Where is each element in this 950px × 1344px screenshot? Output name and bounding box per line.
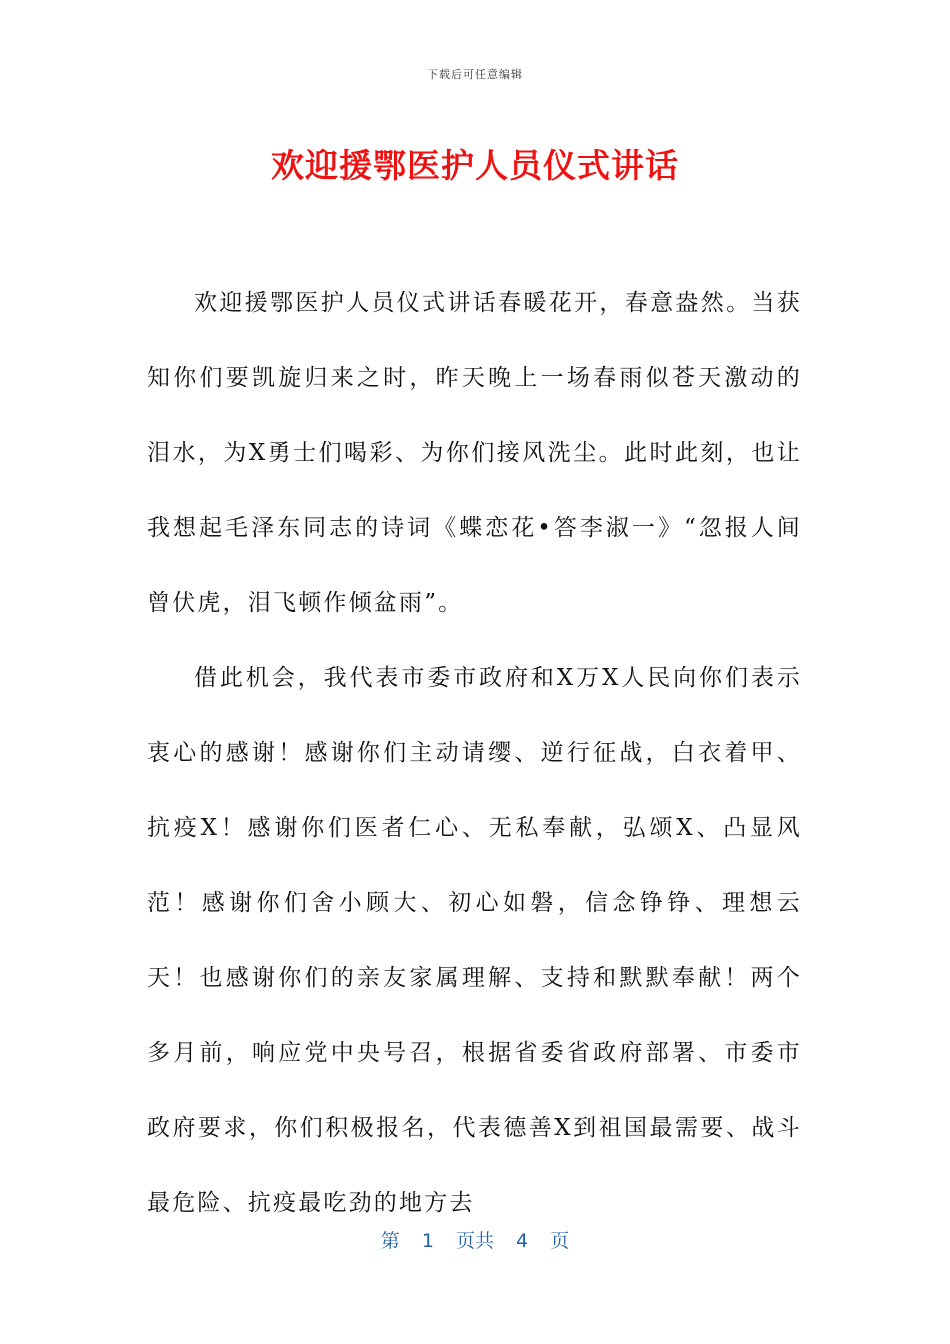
footer-total-pages: 4	[516, 1230, 529, 1252]
footer-middle: 页共	[455, 1230, 494, 1252]
document-body	[147, 266, 802, 1241]
paragraph-1: 欢迎援鄂医护人员仪式讲话春暖花开，春意盎然。当获知你们要凯旋归来之时，昨天晚上一场春雨似苍天激动的泪水，为X勇士们喝彩、为你们接风洗尘。此时此刻，也让我想起毛泽东同志的诗词《蝶恋花•答李淑一》“忽报人间曾伏虎，泪飞顿作倾盆雨”。	[147, 290, 802, 616]
footer-current-page: 1	[421, 1230, 434, 1252]
footer-suffix: 页	[550, 1230, 570, 1252]
header-note: 下载后可任意编辑	[427, 68, 523, 81]
page-footer	[0, 1226, 950, 1253]
footer-prefix: 第	[380, 1230, 400, 1252]
document-title: 欢迎援鄂医护人员仪式讲话	[271, 146, 679, 185]
paragraph-2: 借此机会，我代表市委市政府和X万X人民向你们表示衷心的感谢！感谢你们主动请缨、逆行征战，白衣着甲、抗疫X！感谢你们医者仁心、无私奉献，弘颂X、凸显风范！感谢你们舍小顾大、初心如磐，信念铮铮、理想云天！也感谢你们的亲友家属理解、支持和默默奉献！两个多月前，响应党中央号召，根据省委省政府部署、市委市政府要求，你们积极报名，代表德善X到祖国最需要、战斗最危险、抗疫最吃劲的地方去	[147, 665, 802, 1216]
